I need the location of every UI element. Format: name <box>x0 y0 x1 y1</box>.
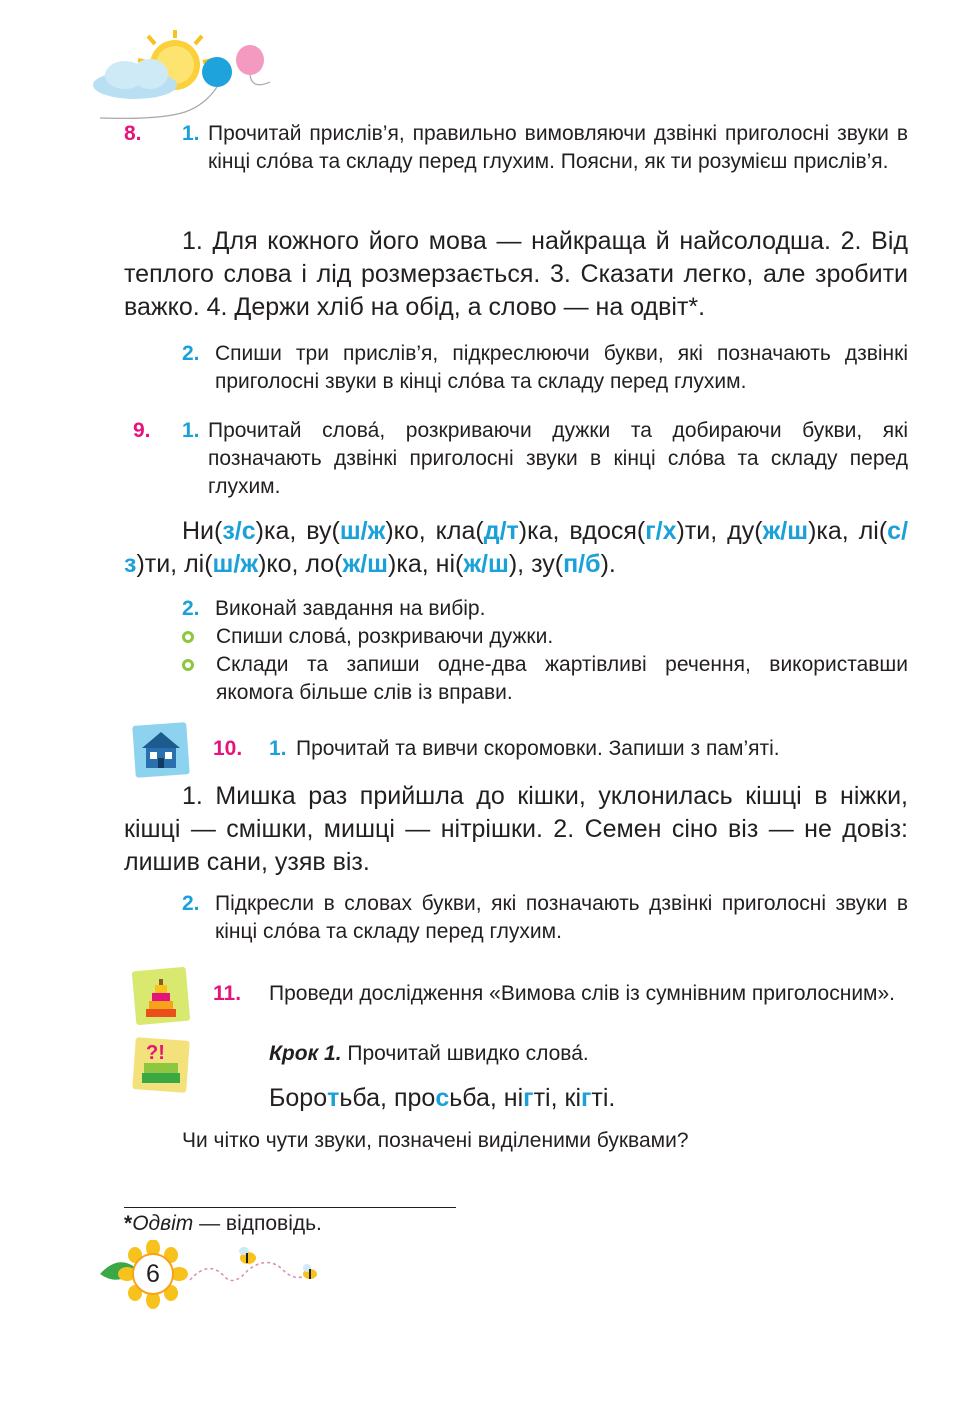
ex9-word: ду(ж/ш)ка, <box>727 517 859 545</box>
ex9-bullet-2: Склади та запиши одне-два жартівливі речення, використавши якомога більше слів із вправи. <box>182 651 908 707</box>
footer-decoration <box>98 1240 328 1310</box>
ex11-highlighted-letter: т <box>327 1084 340 1112</box>
ex9-word: Ни(з/с)ка, <box>182 517 307 545</box>
ex11-question: Чи чітко чути звуки, позначені виділеними буквами? <box>182 1129 689 1152</box>
ex9-letter-option: ж/ш <box>762 517 809 545</box>
ex11-highlighted-letter: г <box>581 1084 592 1112</box>
ex11-highlighted-letter: г <box>523 1084 534 1112</box>
ex11-text: Проведи дослідження «Вимова слів із сумнівним приголосним». <box>269 982 896 1005</box>
cloud-icon <box>93 59 177 99</box>
ex11-word: кігті. <box>564 1084 616 1112</box>
ex8-task1-text: Прочитай прислів’я, правильно вимовляючи дзвінкі приголосні звуки в кінці сло́ва та складу перед глухим. Поясни, як ти розумієш прислів’я. <box>208 122 908 173</box>
ex11-step-text: Прочитай швидко слова́. <box>347 1042 589 1065</box>
exercise-9-number: 9. <box>133 419 151 442</box>
ex9-letter-option: ш/ж <box>339 517 386 545</box>
ex11-step-label: Крок 1. <box>269 1042 342 1065</box>
ex9-letter-option: ш/ж <box>212 550 259 578</box>
ex9-letter-option: с/з <box>124 517 909 578</box>
ex8-task2-text: Спиши три прислів’я, підкреслюючи букви, які позначають дзвінкі приголосні звуки в кінці сло́ва та складу перед глухим. <box>215 342 908 393</box>
ex11-word: просьба, <box>393 1084 504 1112</box>
research-books-icon <box>130 1035 192 1095</box>
page-number: 6 <box>146 1260 160 1288</box>
exercise-11-number: 11. <box>213 982 242 1005</box>
ex11-word-list <box>269 1082 615 1115</box>
ex11-word: нігті, <box>503 1084 565 1112</box>
ex8-task2-number: 2. <box>182 342 200 365</box>
ex9-word-list <box>124 515 908 581</box>
exercise-8-number: 8. <box>124 122 142 145</box>
ex9-letter-option: п/б <box>563 550 601 578</box>
bullet-icon <box>182 631 194 643</box>
ex9-letter-option: г/х <box>645 517 677 545</box>
ex9-letter-option: ж/ш <box>463 550 509 578</box>
ex9-task2-text: Виконай завдання на вибір. <box>215 597 486 620</box>
footnote-divider <box>124 1207 456 1208</box>
ex10-task1-text: Прочитай та вивчи скоромовки. Запиши з пам’яті. <box>296 737 780 760</box>
ex9-letter-option: ж/ш <box>342 550 389 578</box>
ex9-word: ву(ш/ж)ко, <box>306 517 436 545</box>
svg-text:?!: ?! <box>146 1042 165 1064</box>
ex9-word: кла(д/т)ка, <box>435 517 570 545</box>
ex9-letter-option: д/т <box>483 517 519 545</box>
ex10-task2-text: Підкресли в словах букви, які позначають дзвінкі приголосні звуки в кінці сло́ва та складу перед глухим. <box>215 892 908 943</box>
ex8-task1-number: 1. <box>182 122 200 145</box>
ex9-word: вдося(г/х)ти, <box>569 517 728 545</box>
ex9-word: зу(п/б). <box>531 550 616 578</box>
ex9-word: ні(ж/ш), <box>435 550 532 578</box>
ex10-task2-number: 2. <box>182 892 200 915</box>
ex10-tongue-twisters: 1. Мишка раз прийшла до кішки, уклонилась кішці в ніжки, кішці — смішки, мишці — нітрішки. 2. Семен сіно віз — не довіз: лишив сани, узяв віз. <box>124 782 908 876</box>
ex11-word: Боротьба, <box>269 1084 394 1112</box>
ex9-letter-option: з/с <box>222 517 256 545</box>
bee-icon <box>303 1264 317 1279</box>
ex9-task1-text: Прочитай слова́, розкриваючи дужки та добираючи букви, які позначають дзвінкі приголосні звуки в кінці сло́ва та складу перед глухим. <box>208 419 908 498</box>
footnote: *Одвіт — відповідь. <box>124 1212 322 1235</box>
ex9-word: ло(ж/ш)ка, <box>305 550 436 578</box>
ex9-task1-number: 1. <box>182 419 200 442</box>
header-decoration <box>80 30 280 125</box>
ex9-task2-number: 2. <box>182 597 200 620</box>
pyramid-toy-icon <box>130 965 192 1027</box>
house-icon <box>130 722 192 780</box>
ex10-task1-number: 1. <box>269 737 287 760</box>
ex8-proverbs: 1. Для кожного його мова — найкраща й найсолодша. 2. Від теплого слова і лід розмерзається. 3. Сказати легко, але зробити важко. 4. Держи хліб на обід, а слово — на одвіт*. <box>124 227 908 321</box>
ex9-word: лі(ш/ж)ко, <box>184 550 306 578</box>
ex9-bullet-1: Спиши слова́, розкриваючи дужки. <box>182 623 908 651</box>
footnote-term: Одвіт <box>132 1212 194 1235</box>
ex11-step <box>269 1040 589 1068</box>
bee-icon <box>239 1247 256 1264</box>
bullet-icon <box>182 659 194 671</box>
ex9-word: лі(с/з)ти, <box>124 517 909 578</box>
footnote-definition: — відповідь. <box>193 1212 322 1235</box>
exercise-10-number: 10. <box>213 737 243 760</box>
ex11-highlighted-letter: с <box>435 1084 450 1112</box>
